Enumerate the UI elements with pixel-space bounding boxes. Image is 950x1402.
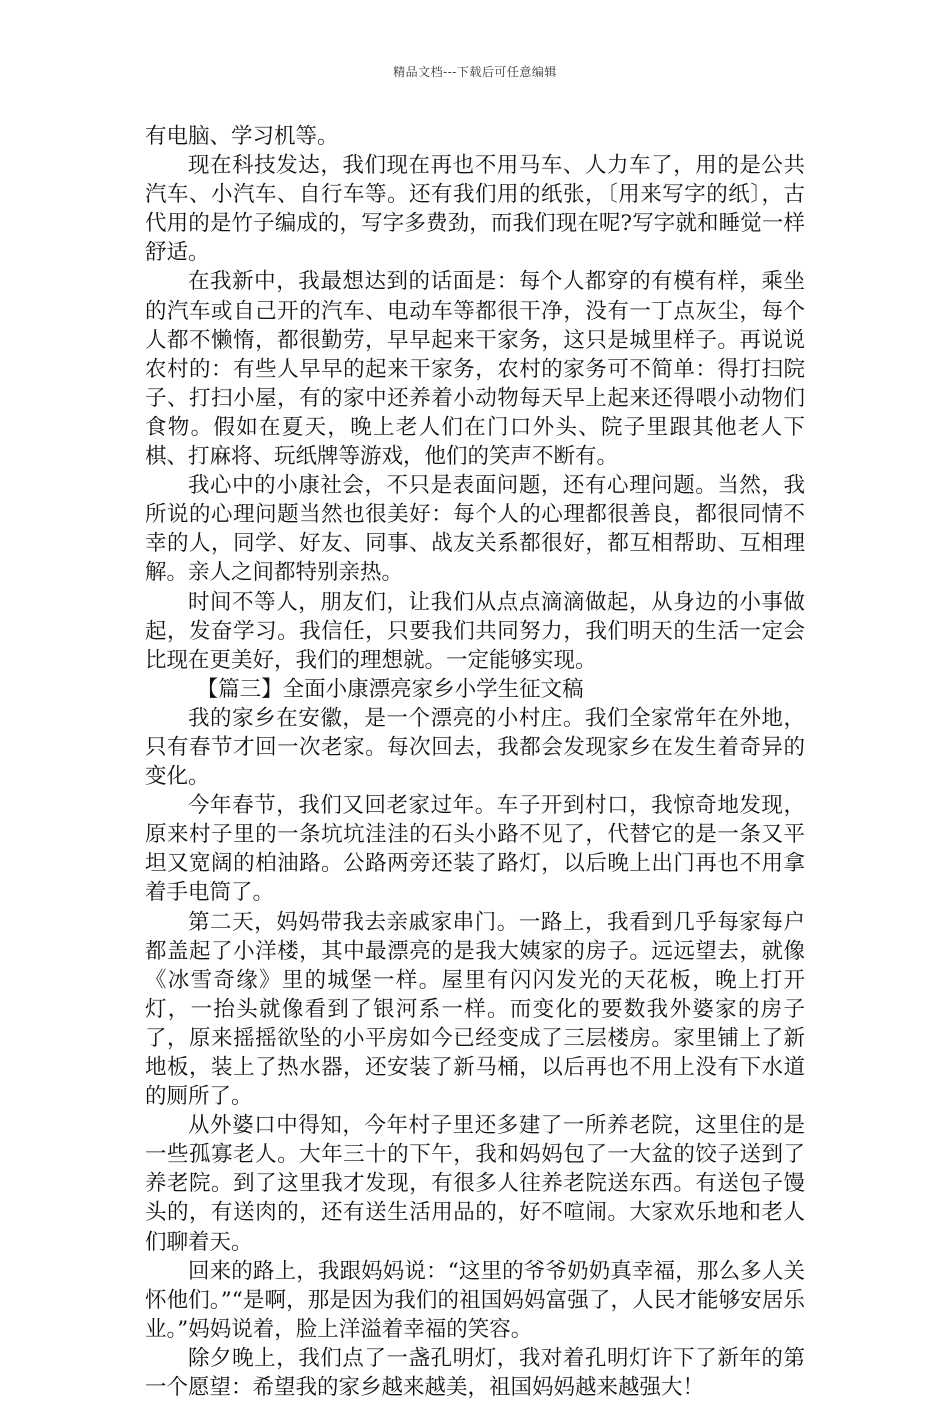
paragraph: 时间不等人，朋友们，让我们从点点滴滴做起，从身边的小事做起，发奋学习。我信任，只要我们共同努力，我们明天的生活一定会比现在更美好，我们的理想就。一定能够实现。 xyxy=(145,589,805,673)
paragraph: 今年春节，我们又回老家过年。车子开到村口，我惊奇地发现，原来村子里的一条坑坑洼洼的石头小路不见了，代替它的是一条又平坦又宽阔的柏油路。公路两旁还装了路灯，以后晚上出门再也不用拿着手电筒了。 xyxy=(145,793,805,906)
paragraph: 从外婆口中得知，今年村子里还多建了一所养老院，这里住的是一些孤寡老人。大年三十的下午，我和妈妈包了一大盆的饺子送到了养老院。到了这里我才发现，有很多人往养老院送东西。有送包子馒头的，有送肉的，还有送生活用品的，好不喧闹。大家欢乐地和老人们聊着天。 xyxy=(145,1113,805,1255)
paragraph: 第二天，妈妈带我去亲戚家串门。一路上，我看到几乎每家每户都盖起了小洋楼，其中最漂亮的是我大姨家的房子。远远望去，就像《冰雪奇缘》里的城堡一样。屋里有闪闪发光的天花板，晚上打开灯，一抬头就像看到了银河系一样。而变化的要数我外婆家的房子了，原来摇摇欲坠的小平房如今已经变成了三层楼房。家里铺上了新地板，装上了热水器，还安装了新马桶，以后再也不用上没有下水道的厕所了。 xyxy=(145,909,805,1110)
document-body xyxy=(145,122,805,1402)
paragraph: 我的家乡在安徽，是一个漂亮的小村庄。我们全家常年在外地，只有春节才回一次老家。每次回去，我都会发现家乡在发生着奇异的变化。 xyxy=(145,705,805,790)
paragraph: 现在科技发达，我们现在再也不用马车、人力车了，用的是公共汽车、小汽车、自行车等。还有我们用的纸张，〔用来写字的纸〕，古代用的是竹子编成的，写字多费劲，而我们现在呢?写字就和睡觉一样舒适。 xyxy=(145,153,805,266)
paragraph: 回来的路上，我跟妈妈说：“这里的爷爷奶奶真幸福，那么多人关怀他们。”“是啊，那是因为我们的祖国妈妈富强了，人民才能够安居乐业。”妈妈说着，脸上洋溢着幸福的笑容。 xyxy=(145,1258,805,1342)
paragraph-continuation: 有电脑、学习机等。 xyxy=(145,124,339,149)
section-heading: 【篇三】全面小康漂亮家乡小学生征文稿 xyxy=(196,676,584,702)
page-header: 精品文档---下载后可任意编辑 xyxy=(393,65,557,79)
paragraph: 除夕晚上，我们点了一盏孔明灯，我对着孔明灯许下了新年的第一个愿望：希望我的家乡越来越美，祖国妈妈越来越强大！ xyxy=(145,1345,805,1401)
paragraph: 在我新中，我最想达到的话面是：每个人都穿的有模有样，乘坐的汽车或自己开的汽车、电动车等都很干净，没有一丁点灰尘，每个人都不懒惰，都很勤劳，早早起来干家务，这只是城里样子。再说说农村的：有些人早早的起来干家务，农村的家务可不简单：得打扫院子、打扫小屋，有的家中还养着小动物每天早上起来还得喂小动物们食物。假如在夏天，晚上老人们在门口外头、院子里跟其他老人下棋、打麻将、玩纸牌等游戏，他们的笑声不断有。 xyxy=(145,269,805,470)
paragraph: 我心中的小康社会，不只是表面问题，还有心理问题。当然，我所说的心理问题当然也很美好：每个人的心理都很善良，都很同情不幸的人，同学、好友、同事、战友关系都很好，都互相帮助、互相理解。亲人之间都特别亲热。 xyxy=(145,473,805,586)
